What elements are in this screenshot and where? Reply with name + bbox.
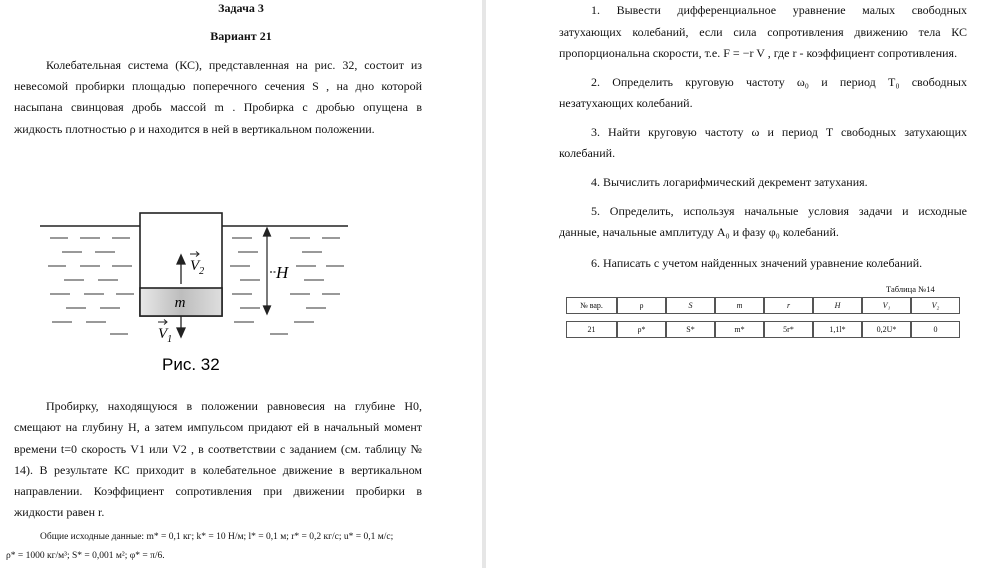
v1-label: $V_1$ — [158, 326, 173, 345]
body-line: 14). В результате КС приходит в колебательное движение в вертикальном — [14, 463, 422, 477]
footnote-line: Общие исходные данные: m* = 0,1 кг; k* = 10 Н/м; l* = 0,1 м; r* = 0,2 кг/с; u* = 0,1 м/с; — [40, 532, 394, 542]
item-5-line: данные, начальные амплитуду A₀ и фазу φ₀ колебаний. — [559, 225, 839, 239]
table-cell: 0,2U* — [862, 321, 911, 338]
item-5-line: 5. Определить, используя начальные условия задачи и исходные — [591, 204, 967, 218]
table-header-cell: r — [764, 297, 813, 314]
table-header-cell: V₁ — [862, 297, 911, 314]
table-header-cell: S — [666, 297, 715, 314]
right-page — [486, 0, 1000, 568]
table-cell: m* — [715, 321, 764, 338]
table-header-cell: H — [813, 297, 862, 314]
item-1-line: пропорциональна скорости, т.е. F = −r V , где r - коэффициент сопротивления. — [559, 46, 958, 60]
body-line: смещают на глубину H, а затем импульсом придают ей в начальный момент — [14, 420, 422, 434]
item-1-line: 1. Вывести дифференциальное уравнение малых свободных — [591, 3, 967, 17]
table-header-cell: V₂ — [911, 297, 960, 314]
item-6: 6. Написать с учетом найденных значений уравнение колебаний. — [591, 256, 923, 270]
left-page — [0, 0, 482, 568]
body-line: жидкости равен r. — [14, 505, 105, 519]
body-line: времени t=0 скорость V1 или V2 , в соответствии с заданием (см. таблицу № — [14, 442, 422, 456]
mass-label: m — [174, 295, 186, 311]
table-header-cell: ρ — [617, 297, 666, 314]
task-title: Задача 3 — [218, 1, 264, 15]
table-cell: 21 — [566, 321, 617, 338]
table-cell: 5r* — [764, 321, 813, 338]
table-header-row — [566, 297, 960, 314]
table-caption: Таблица №14 — [886, 284, 935, 294]
table-cell: 1,1l* — [813, 321, 862, 338]
table-cell: ρ* — [617, 321, 666, 338]
figure-test-tube — [40, 208, 360, 380]
height-arrow-icon — [264, 228, 277, 314]
item-3-line: 3. Найти круговую частоту ω и период T свободных затухающих — [591, 125, 967, 139]
intro-line: Колебательная система (КС), представленная на рис. 32, состоит из — [46, 58, 422, 72]
v2-label: $V_2$ — [190, 258, 205, 277]
table-header-cell: m — [715, 297, 764, 314]
intro-line: невесомой пробирки площадью поперечного сечения S , на дно которой — [14, 79, 422, 93]
variant-title: Вариант 21 — [210, 29, 272, 43]
height-label: H — [276, 263, 289, 282]
intro-line: жидкость плотностью ρ и находится в ней в вертикальном положении. — [14, 122, 375, 136]
item-2-line: незатухающих колебаний. — [559, 96, 693, 110]
item-4: 4. Вычислить логарифмический декремент затухания. — [591, 175, 868, 189]
body-line: направлении. Коэффициент сопротивления при движении пробирки в — [14, 484, 422, 498]
item-3-line: колебаний. — [559, 146, 616, 160]
item-2-line: 2. Определить круговую частоту ω₀ и период T₀ свободных — [591, 75, 967, 89]
body-line: Пробирку, находящуюся в положении равновесия на глубине H0, — [46, 399, 422, 413]
data-table — [566, 297, 960, 338]
figure-caption: Рис. 32 — [162, 355, 220, 374]
intro-line: насыпана свинцовая дробь массой m . Пробирка с дробью опущена в — [14, 100, 422, 114]
table-row — [566, 321, 960, 338]
table-cell: S* — [666, 321, 715, 338]
item-1-line: затухающих колебаний, если сила сопротивления движению тела КС — [559, 25, 967, 39]
v1-vector-mark — [158, 320, 167, 325]
table-cell: 0 — [911, 321, 960, 338]
v1-arrow-icon — [177, 316, 185, 337]
table-header-cell: № вар. — [566, 297, 617, 314]
footnote-line: ρ* = 1000 кг/м³; S* = 0,001 м²; φ* = π/6. — [6, 551, 165, 561]
